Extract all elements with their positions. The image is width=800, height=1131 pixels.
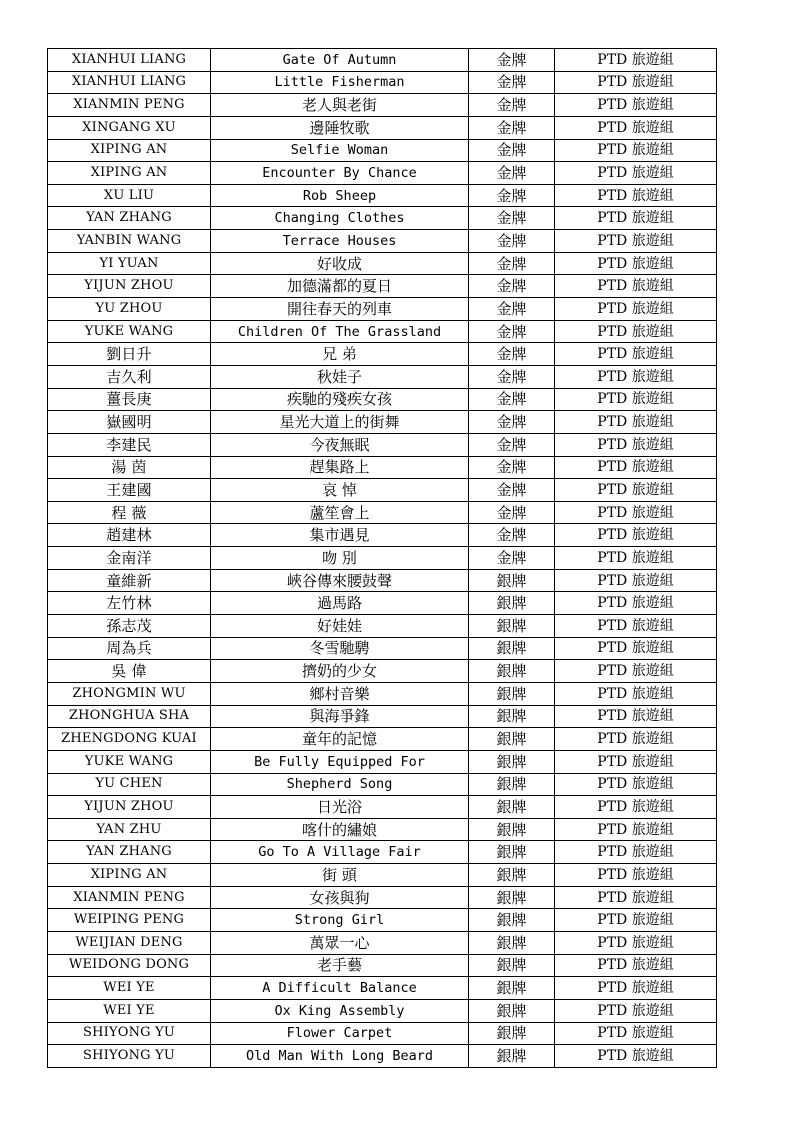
table-row [48,728,717,751]
photo-title-cell: Old Man With Long Beard [211,1045,469,1068]
category-cell: PTD 旅遊組 [555,116,717,139]
category-cell: PTD 旅遊組 [555,931,717,954]
category-cell: PTD 旅遊組 [555,818,717,841]
photographer-name-cell: XIPING AN [48,864,211,887]
award-cell: 金牌 [469,162,555,185]
award-cell: 金牌 [469,479,555,502]
photo-title-cell: Selfie Woman [211,139,469,162]
category-cell: PTD 旅遊組 [555,184,717,207]
photo-title-cell: 老人與老街 [211,94,469,117]
award-cell: 金牌 [469,139,555,162]
table-row [48,660,717,683]
photographer-name-cell: 童維新 [48,569,211,592]
award-cell: 金牌 [469,184,555,207]
photographer-name-cell: WEI YE [48,977,211,1000]
photo-title-cell: Terrace Houses [211,230,469,253]
table-row [48,456,717,479]
photo-title-cell: 日光浴 [211,796,469,819]
award-cell: 金牌 [469,71,555,94]
table-row [48,320,717,343]
photographer-name-cell: 李建民 [48,433,211,456]
table-row [48,909,717,932]
award-cell: 銀牌 [469,1045,555,1068]
category-cell: PTD 旅遊組 [555,547,717,570]
category-cell: PTD 旅遊組 [555,1045,717,1068]
photo-title-cell: 今夜無眠 [211,433,469,456]
photographer-name-cell: YIJUN ZHOU [48,796,211,819]
photographer-name-cell: YAN ZHU [48,818,211,841]
photo-title-cell: Changing Clothes [211,207,469,230]
category-cell: PTD 旅遊組 [555,501,717,524]
table-row [48,999,717,1022]
photo-title-cell: 過馬路 [211,592,469,615]
table-row [48,71,717,94]
awards-table [47,48,717,1068]
category-cell: PTD 旅遊組 [555,592,717,615]
table-row [48,116,717,139]
category-cell: PTD 旅遊組 [555,139,717,162]
table-row [48,886,717,909]
table-row [48,365,717,388]
award-cell: 銀牌 [469,999,555,1022]
award-cell: 銀牌 [469,796,555,819]
category-cell: PTD 旅遊組 [555,1022,717,1045]
table-row [48,139,717,162]
category-cell: PTD 旅遊組 [555,479,717,502]
photographer-name-cell: XIANMIN PENG [48,94,211,117]
award-cell: 銀牌 [469,569,555,592]
award-cell: 銀牌 [469,660,555,683]
award-cell: 金牌 [469,207,555,230]
table-row [48,569,717,592]
category-cell: PTD 旅遊組 [555,841,717,864]
award-cell: 金牌 [469,94,555,117]
award-cell: 銀牌 [469,977,555,1000]
photo-title-cell: 女孩與狗 [211,886,469,909]
category-cell: PTD 旅遊組 [555,999,717,1022]
table-row [48,94,717,117]
photographer-name-cell: YI YUAN [48,252,211,275]
award-cell: 銀牌 [469,1022,555,1045]
award-cell: 銀牌 [469,682,555,705]
photographer-name-cell: ZHONGHUA SHA [48,705,211,728]
photographer-name-cell: 周為兵 [48,637,211,660]
photo-title-cell: Little Fisherman [211,71,469,94]
photo-title-cell: 趕集路上 [211,456,469,479]
photo-title-cell: 星光大道上的街舞 [211,411,469,434]
table-row [48,547,717,570]
table-row [48,750,717,773]
table-row [48,388,717,411]
award-cell: 金牌 [469,116,555,139]
award-cell: 銀牌 [469,592,555,615]
photo-title-cell: 開往春天的列車 [211,298,469,321]
photographer-name-cell: YANBIN WANG [48,230,211,253]
award-cell: 銀牌 [469,909,555,932]
category-cell: PTD 旅遊組 [555,433,717,456]
table-row [48,773,717,796]
category-cell: PTD 旅遊組 [555,750,717,773]
table-row [48,411,717,434]
category-cell: PTD 旅遊組 [555,71,717,94]
photo-title-cell: 峽谷傳來腰鼓聲 [211,569,469,592]
category-cell: PTD 旅遊組 [555,637,717,660]
table-row [48,615,717,638]
award-cell: 銀牌 [469,931,555,954]
award-cell: 金牌 [469,230,555,253]
photo-title-cell: 鄉村音樂 [211,682,469,705]
photo-title-cell: Encounter By Chance [211,162,469,185]
photo-title-cell: Be Fully Equipped For [211,750,469,773]
photographer-name-cell: SHIYONG YU [48,1045,211,1068]
table-row [48,864,717,887]
table-row [48,184,717,207]
photographer-name-cell: YAN ZHANG [48,841,211,864]
category-cell: PTD 旅遊組 [555,298,717,321]
photographer-name-cell: SHIYONG YU [48,1022,211,1045]
table-row [48,275,717,298]
photographer-name-cell: YUKE WANG [48,320,211,343]
category-cell: PTD 旅遊組 [555,343,717,366]
category-cell: PTD 旅遊組 [555,275,717,298]
table-row [48,818,717,841]
photographer-name-cell: XU LIU [48,184,211,207]
award-cell: 銀牌 [469,886,555,909]
award-cell: 銀牌 [469,728,555,751]
photographer-name-cell: XIANMIN PENG [48,886,211,909]
award-cell: 金牌 [469,298,555,321]
photo-title-cell: 喀什的繡娘 [211,818,469,841]
table-row [48,931,717,954]
photo-title-cell: 好娃娃 [211,615,469,638]
table-row [48,162,717,185]
award-cell: 銀牌 [469,864,555,887]
photographer-name-cell: WEI YE [48,999,211,1022]
photo-title-cell: 秋娃子 [211,365,469,388]
category-cell: PTD 旅遊組 [555,252,717,275]
photo-title-cell: 與海爭鋒 [211,705,469,728]
category-cell: PTD 旅遊組 [555,94,717,117]
photo-title-cell: Rob Sheep [211,184,469,207]
category-cell: PTD 旅遊組 [555,660,717,683]
photographer-name-cell: 湯 茵 [48,456,211,479]
table-row [48,501,717,524]
table-row [48,592,717,615]
photographer-name-cell: 吉久利 [48,365,211,388]
category-cell: PTD 旅遊組 [555,705,717,728]
photo-title-cell: A Difficult Balance [211,977,469,1000]
award-cell: 金牌 [469,524,555,547]
award-cell: 金牌 [469,320,555,343]
photographer-name-cell: XINGANG XU [48,116,211,139]
photo-title-cell: 擠奶的少女 [211,660,469,683]
photo-title-cell: Shepherd Song [211,773,469,796]
photographer-name-cell: 薑長庚 [48,388,211,411]
award-cell: 金牌 [469,275,555,298]
award-cell: 金牌 [469,547,555,570]
table-row [48,343,717,366]
award-cell: 金牌 [469,365,555,388]
category-cell: PTD 旅遊組 [555,456,717,479]
photo-title-cell: 街 頭 [211,864,469,887]
category-cell: PTD 旅遊組 [555,864,717,887]
table-row [48,524,717,547]
table-row [48,637,717,660]
photo-title-cell: 兄 弟 [211,343,469,366]
award-cell: 銀牌 [469,637,555,660]
photographer-name-cell: 趙建林 [48,524,211,547]
table-row [48,49,717,72]
award-cell: 金牌 [469,388,555,411]
photo-title-cell: Go To A Village Fair [211,841,469,864]
awards-table-body [48,49,717,1068]
photographer-name-cell: XIPING AN [48,162,211,185]
award-cell: 銀牌 [469,705,555,728]
photo-title-cell: 疾馳的殘疾女孩 [211,388,469,411]
category-cell: PTD 旅遊組 [555,49,717,72]
award-cell: 金牌 [469,252,555,275]
photographer-name-cell: YUKE WANG [48,750,211,773]
category-cell: PTD 旅遊組 [555,207,717,230]
award-cell: 金牌 [469,343,555,366]
award-cell: 金牌 [469,411,555,434]
photo-title-cell: Flower Carpet [211,1022,469,1045]
category-cell: PTD 旅遊組 [555,388,717,411]
photographer-name-cell: XIANHUI LIANG [48,71,211,94]
photo-title-cell: 集市遇見 [211,524,469,547]
table-row [48,796,717,819]
photographer-name-cell: ZHONGMIN WU [48,682,211,705]
table-row [48,682,717,705]
photo-title-cell: Ox King Assembly [211,999,469,1022]
award-cell: 銀牌 [469,615,555,638]
table-row [48,1045,717,1068]
photographer-name-cell: XIANHUI LIANG [48,49,211,72]
photographer-name-cell: 孫志茂 [48,615,211,638]
photo-title-cell: 蘆笙會上 [211,501,469,524]
photographer-name-cell: YU CHEN [48,773,211,796]
category-cell: PTD 旅遊組 [555,615,717,638]
photographer-name-cell: 劉日升 [48,343,211,366]
photographer-name-cell: WEIPING PENG [48,909,211,932]
photographer-name-cell: 吳 偉 [48,660,211,683]
table-row [48,252,717,275]
photo-title-cell: 邊陲牧歌 [211,116,469,139]
category-cell: PTD 旅遊組 [555,524,717,547]
photo-title-cell: 哀 悼 [211,479,469,502]
award-cell: 銀牌 [469,750,555,773]
category-cell: PTD 旅遊組 [555,320,717,343]
award-cell: 銀牌 [469,954,555,977]
photographer-name-cell: 程 薇 [48,501,211,524]
category-cell: PTD 旅遊組 [555,411,717,434]
category-cell: PTD 旅遊組 [555,728,717,751]
photographer-name-cell: 王建國 [48,479,211,502]
photographer-name-cell: YU ZHOU [48,298,211,321]
photographer-name-cell: 嶽國明 [48,411,211,434]
category-cell: PTD 旅遊組 [555,569,717,592]
photographer-name-cell: 金南洋 [48,547,211,570]
category-cell: PTD 旅遊組 [555,773,717,796]
photographer-name-cell: YAN ZHANG [48,207,211,230]
table-row [48,841,717,864]
table-row [48,230,717,253]
award-cell: 金牌 [469,49,555,72]
category-cell: PTD 旅遊組 [555,796,717,819]
award-cell: 銀牌 [469,818,555,841]
table-row [48,298,717,321]
category-cell: PTD 旅遊組 [555,365,717,388]
photographer-name-cell: WEIJIAN DENG [48,931,211,954]
table-row [48,954,717,977]
category-cell: PTD 旅遊組 [555,162,717,185]
award-cell: 銀牌 [469,773,555,796]
photo-title-cell: 加德滿都的夏日 [211,275,469,298]
photo-title-cell: 吻 別 [211,547,469,570]
table-row [48,705,717,728]
table-row [48,479,717,502]
photo-title-cell: Gate Of Autumn [211,49,469,72]
table-row [48,207,717,230]
table-row [48,977,717,1000]
award-cell: 金牌 [469,433,555,456]
award-cell: 金牌 [469,501,555,524]
photo-title-cell: 老手藝 [211,954,469,977]
photo-title-cell: 萬眾一心 [211,931,469,954]
category-cell: PTD 旅遊組 [555,230,717,253]
photo-title-cell: 冬雪馳騁 [211,637,469,660]
photo-title-cell: Children Of The Grassland [211,320,469,343]
photographer-name-cell: ZHENGDONG KUAI [48,728,211,751]
photo-title-cell: Strong Girl [211,909,469,932]
photographer-name-cell: XIPING AN [48,139,211,162]
table-row [48,433,717,456]
photographer-name-cell: YIJUN ZHOU [48,275,211,298]
award-cell: 銀牌 [469,841,555,864]
photographer-name-cell: 左竹林 [48,592,211,615]
photographer-name-cell: WEIDONG DONG [48,954,211,977]
award-cell: 金牌 [469,456,555,479]
category-cell: PTD 旅遊組 [555,682,717,705]
category-cell: PTD 旅遊組 [555,909,717,932]
category-cell: PTD 旅遊組 [555,954,717,977]
category-cell: PTD 旅遊組 [555,977,717,1000]
photo-title-cell: 童年的記憶 [211,728,469,751]
photo-title-cell: 好收成 [211,252,469,275]
category-cell: PTD 旅遊組 [555,886,717,909]
table-row [48,1022,717,1045]
